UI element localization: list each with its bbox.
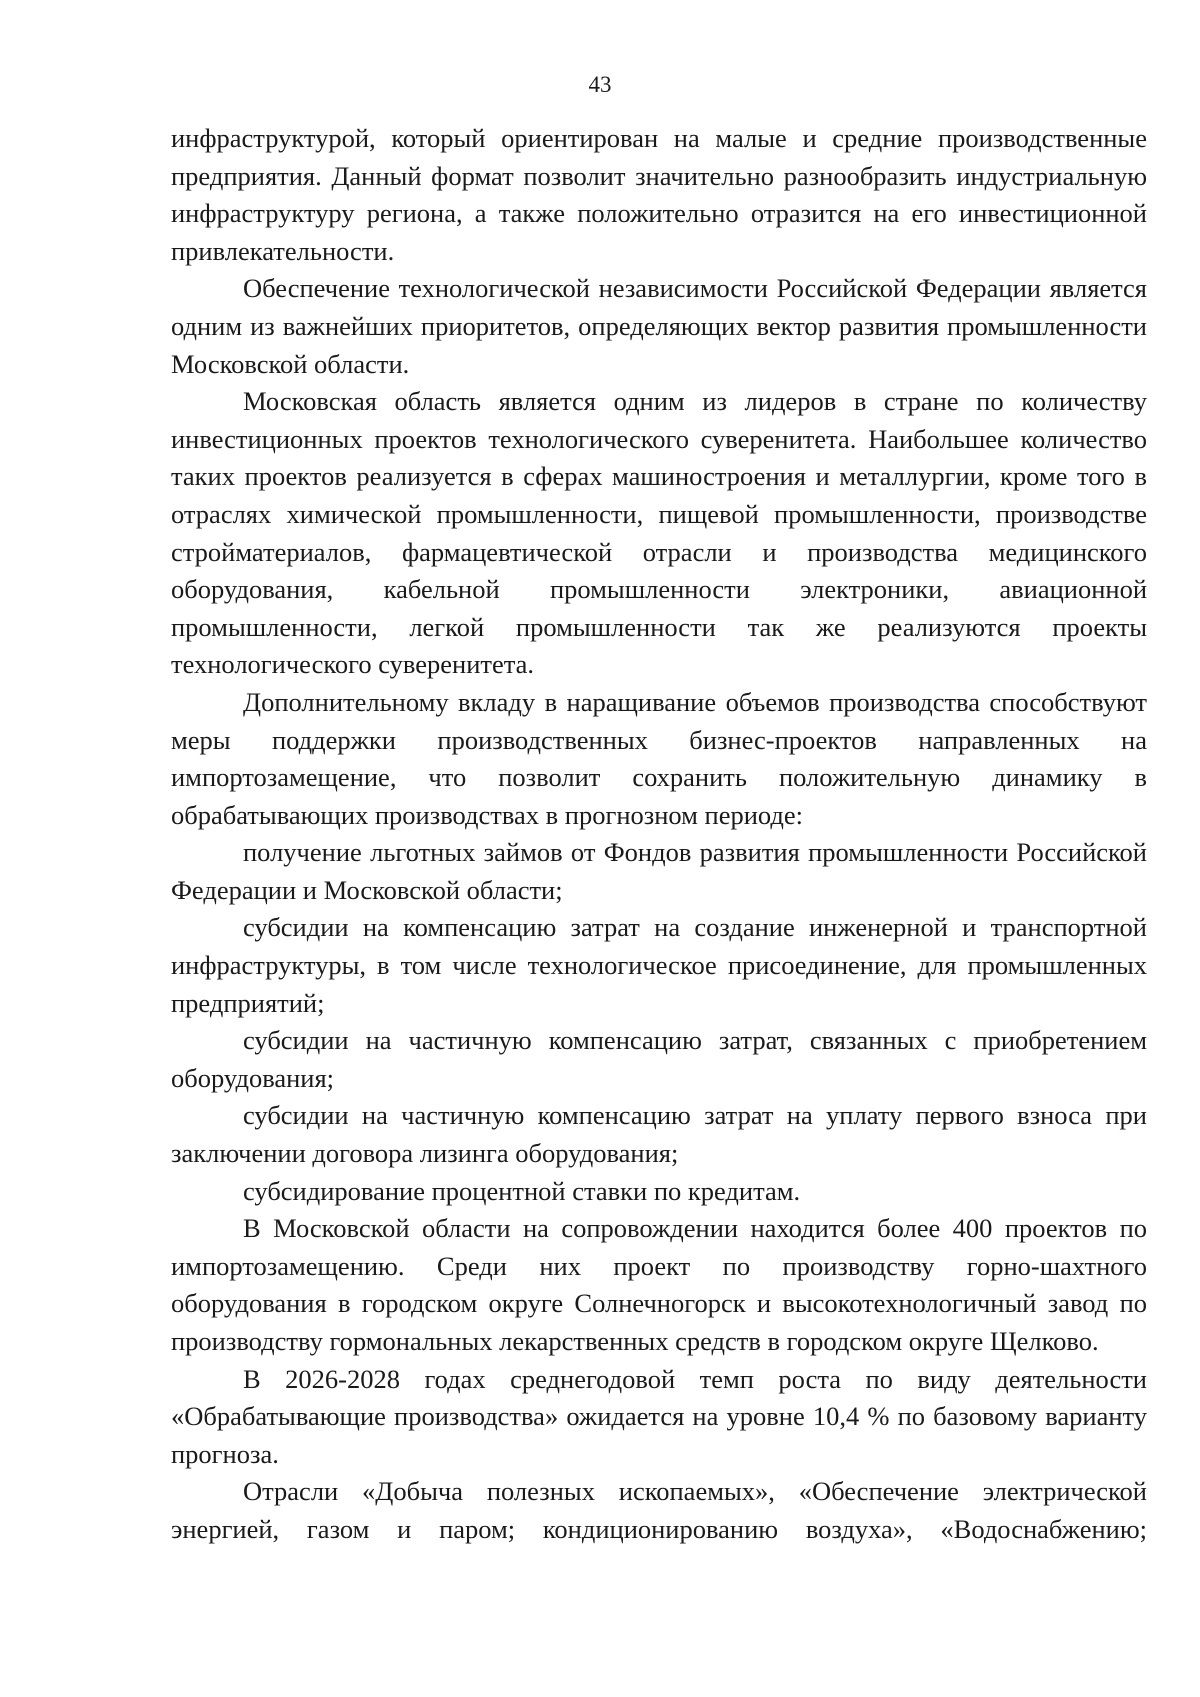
paragraph-support-measures: Дополнительному вкладу в наращивание объемов производства способствуют меры поддержки производственных бизнес-проектов направленных на импортозамещение, что позволит сохранить положительную динамику в обрабатывающих производствах в прогнозном периоде:	[171, 686, 1147, 830]
list-item-leasing-subsidies: субсидии на частичную компенсацию затрат на уплату первого взноса при заключении договора лизинга оборудования;	[171, 1100, 1147, 1169]
list-item-loans: получение льготных займов от Фондов развития промышленности Российской Федерации и Московской области;	[171, 837, 1147, 905]
list-item-infrastructure-subsidies: субсидии на компенсацию затрат на создание инженерной и транспортной инфраструктуры, в том числе технологическое присоединение, для промышленных предприятий;	[171, 912, 1147, 1018]
list-item-interest-subsidies: субсидирование процентной ставки по кредитам.	[243, 1175, 801, 1206]
paragraph-continuation: инфраструктурой, который ориентирован на малые и средние производственные предприятия. Данный формат позволит значительно разнообразить индустриальную инфраструктуру региона, а также положительно отразится на его инвестиционной привлекательности.	[171, 123, 1147, 266]
list-item-equipment-subsidies: субсидии на частичную компенсацию затрат, связанных с приобретением оборудования;	[171, 1025, 1147, 1093]
paragraph-industries: Отрасли «Добыча полезных ископаемых», «Обеспечение электрической энергией, газом и паром; кондиционированию воздуха», «Водоснабжению;	[171, 1476, 1147, 1544]
document-body	[171, 120, 1147, 1549]
paragraph-sovereignty-projects: Московская область является одним из лидеров в стране по количеству инвестиционных проектов технологического суверенитета. Наибольшее количество таких проектов реализуется в сферах машиностроения и металлургии, кроме того в отраслях химической промышленности, пищевой промышленности, производстве стройматериалов, фармацевтической отрасли и производства медицинского оборудования, кабельной промышленности электроники, авиационной промышленности, легкой промышленности так же реализуются проекты технологического суверенитета.	[171, 386, 1147, 680]
paragraph-growth-rate: В 2026-2028 годах среднегодовой темп роста по виду деятельности «Обрабатывающие производства» ожидается на уровне 10,4 % по базовому варианту прогноза.	[171, 1363, 1147, 1469]
paragraph-import-substitution: В Московской области на сопровождении находится более 400 проектов по импортозамещению. Среди них проект по производству горно-шахтного оборудования в городском округе Солнечногорск и высокотехнологичный завод по производству гормональных лекарственных средств в городском округе Щелково.	[171, 1213, 1147, 1356]
paragraph-tech-independence: Обеспечение технологической независимости Российской Федерации является одним из важнейших приоритетов, определяющих вектор развития промышленности Московской области.	[171, 273, 1147, 379]
page-number: 43	[588, 72, 612, 97]
